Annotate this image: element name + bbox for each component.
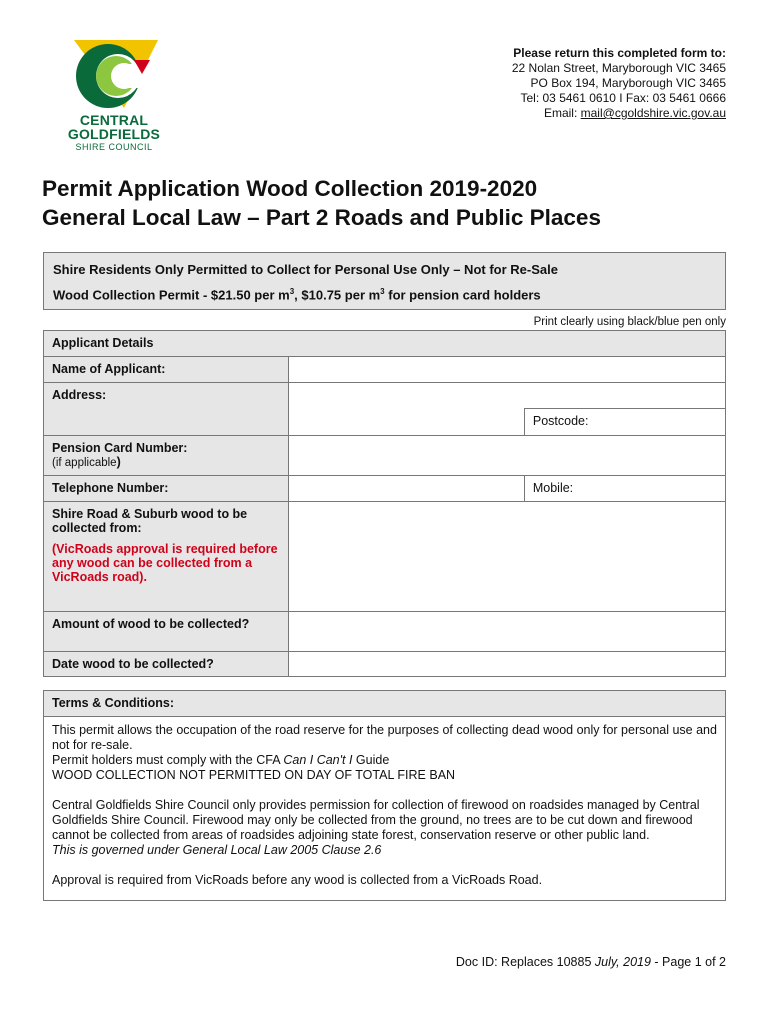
mobile-field[interactable] [524, 476, 725, 502]
telephone-label: Telephone Number: [44, 476, 289, 502]
print-note: Print clearly using black/blue pen only [533, 316, 726, 328]
terms-p2-post: Guide [352, 753, 390, 767]
name-field[interactable] [288, 357, 725, 383]
mobile-label: Mobile: [532, 481, 574, 495]
return-po-box: PO Box 194, Maryborough VIC 3465 [530, 76, 726, 90]
address-label: Address: [44, 383, 289, 436]
postcode-label: Postcode: [532, 414, 589, 428]
banner-price-c: for pension card holders [384, 287, 541, 303]
applicant-form [43, 330, 726, 677]
return-phone-fax: Tel: 03 5461 0610 I Fax: 03 5461 0666 [520, 91, 726, 105]
name-label: Name of Applicant: [44, 357, 289, 383]
council-name-line2: GOLDFIELDS [67, 126, 161, 142]
footer [456, 955, 726, 969]
title-line1: Permit Application Wood Collection 2019-2020 [42, 176, 538, 201]
terms-p2-italic: Can I Can't I [283, 753, 353, 767]
return-address [512, 46, 726, 121]
footer-page: - Page 1 of 2 [650, 955, 726, 969]
banner-price-b: , $10.75 per m [294, 287, 381, 303]
postcode-field[interactable] [524, 409, 725, 436]
pension-card-sub-pre: (if applicable [52, 457, 117, 469]
date-label: Date wood to be collected? [44, 652, 289, 677]
amount-field[interactable] [288, 612, 725, 652]
telephone-field[interactable] [288, 476, 524, 502]
page-title [42, 174, 601, 232]
road-label [44, 502, 289, 612]
return-heading: Please return this completed form to: [513, 46, 726, 60]
pension-card-sub [52, 455, 280, 469]
terms-p1: This permit allows the occupation of the road reserve for the purposes of collecting dead wood only for personal use and not for re-sale. [52, 723, 717, 752]
permit-banner [43, 252, 726, 310]
pension-card-field[interactable] [288, 436, 725, 476]
terms-p2-pre: Permit holders must comply with the CFA [52, 753, 284, 767]
road-label-text: Shire Road & Suburb wood to be collected from: [52, 507, 248, 535]
return-street: 22 Nolan Street, Maryborough VIC 3465 [511, 61, 726, 75]
address-field[interactable] [288, 383, 725, 409]
road-field[interactable] [288, 502, 725, 612]
pension-card-label [44, 436, 289, 476]
council-name [64, 113, 164, 152]
applicant-details-heading: Applicant Details [44, 331, 726, 357]
banner-line2 [53, 281, 716, 306]
amount-label: Amount of wood to be collected? [44, 612, 289, 652]
address-field-line2[interactable] [288, 409, 524, 436]
vicroads-note: (VicRoads approval is required before any wood can be collected from a VicRoads road). [52, 542, 278, 584]
banner-sup2: 3 [380, 287, 385, 296]
date-field[interactable] [288, 652, 725, 677]
terms-p6: Approval is required from VicRoads before any wood is collected from a VicRoads Road. [52, 873, 543, 887]
banner-price-a: Wood Collection Permit - $21.50 per m [53, 287, 290, 303]
banner-sup1: 3 [289, 287, 295, 296]
terms-p3: WOOD COLLECTION NOT PERMITTED ON DAY OF TOTAL FIRE BAN [52, 768, 456, 782]
pension-card-sub-post: ) [116, 455, 121, 469]
title-line2: General Local Law – Part 2 Roads and Public Places [42, 205, 601, 230]
email-label: Email: [543, 106, 581, 120]
terms-box [43, 690, 726, 901]
footer-doc-id: Doc ID: Replaces 10885 [455, 955, 595, 969]
council-name-line1: CENTRAL [79, 112, 149, 128]
banner-line1: Shire Residents Only Permitted to Collect for Personal Use Only – Not for Re-Sale [53, 262, 558, 277]
terms-heading: Terms & Conditions: [44, 691, 726, 717]
footer-date: July, 2019 [594, 955, 651, 969]
terms-body [44, 717, 726, 901]
terms-p5: This is governed under General Local Law 2005 Clause 2.6 [52, 843, 382, 857]
terms-p2 [52, 753, 717, 768]
return-email-line [512, 106, 726, 121]
terms-p4: Central Goldfields Shire Council only provides permission for collection of firewood on roadsides managed by Central Goldfields Shire Council. Firewood may only be collected from the ground, no trees are to be cut down and firewood cannot be collected from areas of roadsides adjoining state forest, conservation reserve or other public land. [52, 798, 700, 842]
pension-card-label-text: Pension Card Number: [52, 441, 188, 455]
email-link[interactable]: mail@cgoldshire.vic.gov.au [580, 106, 726, 120]
council-name-line3: SHIRE COUNCIL [75, 142, 153, 152]
